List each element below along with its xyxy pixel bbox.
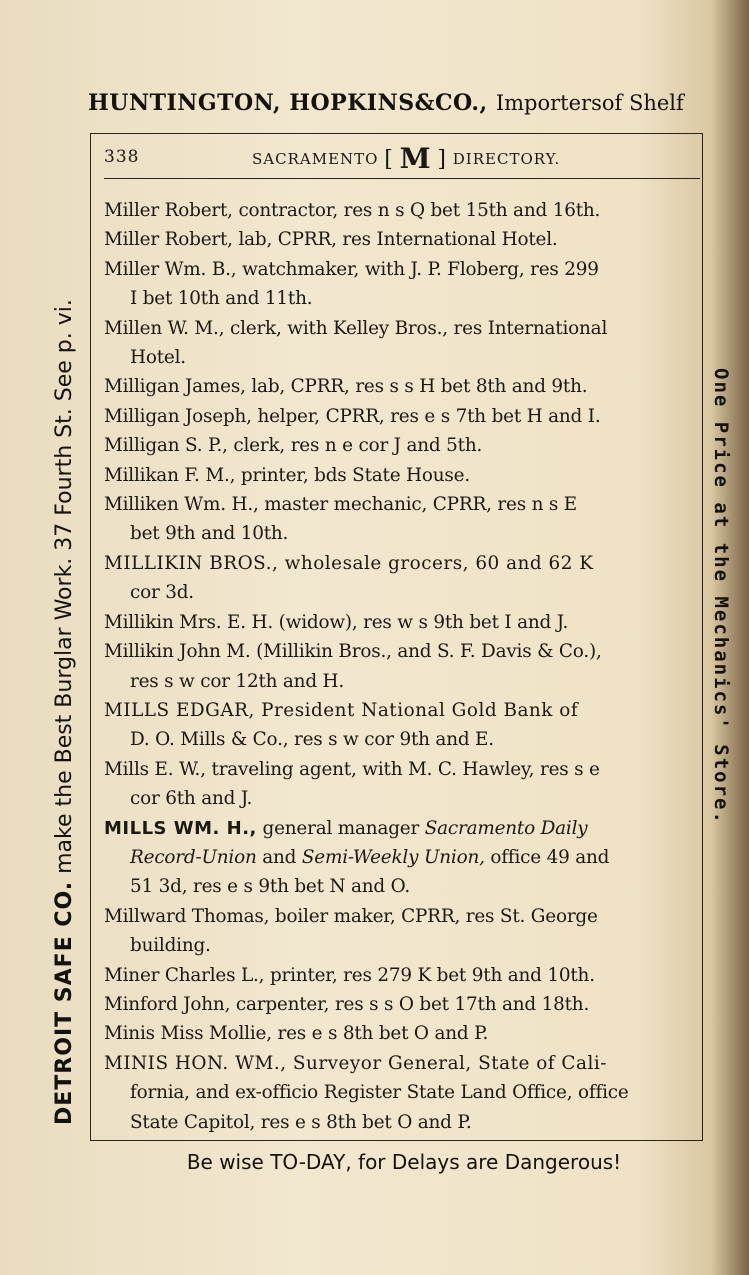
- entry-line: Millikin John M. (Millikin Bros., and S. F. Davis & Co.),: [104, 641, 602, 663]
- top-advertisement: [88, 90, 718, 116]
- newspaper-title: Semi-Weekly Union,: [301, 846, 485, 868]
- running-head-right: DIRECTORY.: [452, 150, 561, 168]
- directory-entry: [104, 961, 694, 990]
- running-head-title: [252, 142, 560, 175]
- entry-line: Millen W. M., clerk, with Kelley Bros., res International: [104, 317, 608, 339]
- entry-line: Milligan S. P., clerk, res n e cor J and 5th.: [104, 435, 483, 457]
- right-margin-advertisement: One Price at the Mechanics' Store.: [710, 368, 732, 825]
- entry-text: office 49 and: [484, 846, 610, 868]
- newspaper-title: Record-Union: [130, 846, 257, 868]
- directory-entry: [104, 255, 694, 314]
- directory-entries: [104, 196, 694, 1137]
- directory-entry: [104, 755, 694, 814]
- entry-continuation: [104, 843, 694, 872]
- left-ad-company: DETROIT SAFE CO.: [52, 880, 77, 1125]
- entry-continuation: building.: [130, 935, 211, 957]
- directory-entry: [104, 1019, 694, 1048]
- entry-line: Milliken Wm. H., master mechanic, CPRR, res n s E: [104, 494, 577, 516]
- directory-entry-mills-wm-h: [104, 814, 694, 902]
- entry-line: Miller Robert, lab, CPRR, res International Hotel.: [104, 229, 558, 251]
- directory-entry: [104, 461, 694, 490]
- entry-line: MILLS EDGAR, President National Gold Bank of: [104, 699, 579, 721]
- entry-line: Minis Miss Mollie, res e s 8th bet O and P.: [104, 1023, 489, 1045]
- entry-continuation: fornia, and ex-officio Register State Land Office, office: [130, 1082, 629, 1104]
- directory-entry: [104, 696, 694, 755]
- entry-line: Mills E. W., traveling agent, with M. C. Hawley, res s e: [104, 758, 600, 780]
- entry-line: [104, 818, 587, 839]
- entry-line: Millward Thomas, boiler maker, CPRR, res St. George: [104, 905, 598, 927]
- directory-entry: [104, 608, 694, 637]
- directory-entry: [104, 402, 694, 431]
- newspaper-title: Sacramento Daily: [424, 817, 588, 839]
- entry-line: MILLIKIN BROS., wholesale grocers, 60 and 62 K: [104, 552, 594, 574]
- page-number: 338: [104, 147, 140, 167]
- entry-continuation: D. O. Mills & Co., res s w cor 9th and E.: [130, 729, 494, 751]
- directory-entry: [104, 637, 694, 696]
- entry-continuation: cor 3d.: [130, 582, 194, 604]
- section-letter: M: [399, 142, 432, 175]
- directory-entry: [104, 490, 694, 549]
- directory-entry: [104, 196, 694, 225]
- left-margin-advertisement: [52, 145, 77, 1125]
- entry-continuation: bet 9th and 10th.: [130, 523, 289, 545]
- entry-line: Milligan James, lab, CPRR, res s s H bet 8th and 9th.: [104, 376, 588, 398]
- entry-text: general manager: [256, 817, 425, 839]
- bracket-close: ]: [437, 147, 447, 172]
- entry-continuation: 51 3d, res e s 9th bet N and O.: [130, 876, 411, 898]
- directory-entry: [104, 431, 694, 460]
- entry-continuation: cor 6th and J.: [130, 788, 253, 810]
- entry-line: Miller Robert, contractor, res n s Q bet 15th and 16th.: [104, 200, 601, 221]
- left-ad-text: make the Best Burglar Work. 37 Fourth St. See p. vi.: [52, 299, 77, 881]
- directory-entry: [104, 225, 694, 254]
- directory-entry: [104, 1049, 694, 1137]
- directory-entry: [104, 902, 694, 961]
- entry-continuation: Hotel.: [130, 347, 186, 369]
- bracket-open: [: [384, 147, 394, 172]
- top-ad-firm-name: HUNTINGTON, HOPKINS&CO.,: [88, 90, 488, 116]
- footer-advertisement: Be wise TO-DAY, for Delays are Dangerous!: [186, 1150, 622, 1174]
- entry-name-bold: MILLS WM. H.,: [104, 817, 257, 839]
- directory-entry: [104, 372, 694, 401]
- running-head: [104, 142, 700, 179]
- entry-continuation: res s w cor 12th and H.: [130, 670, 345, 692]
- entry-line: Miner Charles L., printer, res 279 K bet 9th and 10th.: [104, 964, 595, 986]
- directory-entry: [104, 549, 694, 608]
- entry-line: MINIS HON. WM., Surveyor General, State of Cali-: [104, 1052, 607, 1074]
- entry-line: Millikan F. M., printer, bds State House.: [104, 464, 470, 486]
- entry-line: Minford John, carpenter, res s s O bet 17th and 18th.: [104, 993, 590, 1015]
- entry-line: Millikin Mrs. E. H. (widow), res w s 9th bet I and J.: [104, 611, 569, 633]
- entry-continuation: I bet 10th and 11th.: [130, 288, 313, 310]
- entry-text: and: [256, 846, 302, 868]
- entry-continuation: State Capitol, res e s 8th bet O and P.: [130, 1111, 472, 1133]
- directory-entry: [104, 314, 694, 373]
- entry-line: Miller Wm. B., watchmaker, with J. P. Floberg, res 299: [104, 258, 599, 280]
- running-head-left: SACRAMENTO: [252, 150, 379, 168]
- entry-line: Milligan Joseph, helper, CPRR, res e s 7th bet H and I.: [104, 405, 601, 427]
- directory-entry: [104, 990, 694, 1019]
- top-ad-tagline: Importersof Shelf: [495, 91, 684, 115]
